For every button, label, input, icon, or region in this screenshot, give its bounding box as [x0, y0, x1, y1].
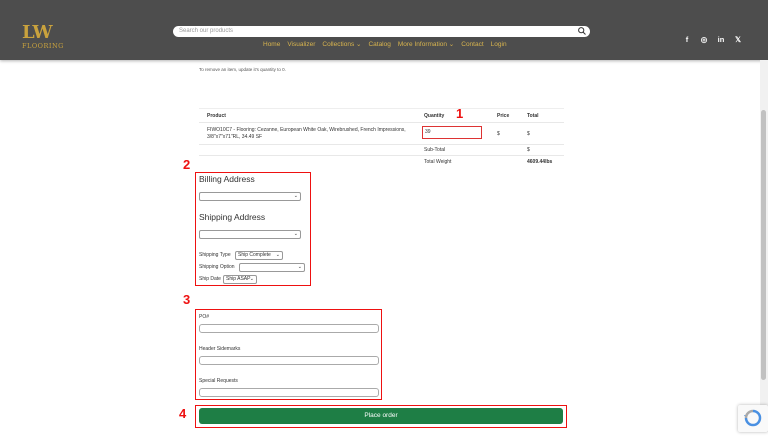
annotation-marker-3: 3 [183, 292, 191, 307]
nav-contact[interactable]: Contact [461, 41, 484, 48]
shipping-address-select[interactable] [199, 230, 301, 239]
chevron-down-icon: ⌄ [275, 252, 280, 258]
weight-value: 4609.44lbs [527, 159, 553, 165]
subtotal-value: $ [527, 147, 530, 153]
shipping-option-select[interactable] [239, 263, 305, 272]
search-input[interactable] [173, 26, 590, 37]
scrollbar-thumb[interactable] [761, 110, 766, 380]
search-placeholder: Search our products [179, 28, 234, 34]
chevron-down-icon: ⌄ [293, 231, 298, 237]
weight-label: Total Weight [424, 159, 452, 165]
chevron-down-icon: ⌄ [297, 264, 302, 270]
table-row [199, 122, 564, 144]
page-scrollbar[interactable] [760, 60, 768, 432]
weight-row [199, 155, 564, 167]
header-sidemarks-input[interactable] [199, 356, 379, 365]
item-price: $ [497, 131, 500, 137]
quantity-input-highlight [422, 126, 482, 139]
po-label: PO# [199, 314, 210, 320]
nav-home[interactable]: Home [263, 41, 281, 48]
billing-address-title: Billing Address [199, 174, 255, 184]
chevron-down-icon: ⌄ [293, 193, 298, 199]
header-total: Total [527, 113, 539, 119]
recaptcha-badge[interactable] [738, 405, 768, 432]
linkedin-icon[interactable]: in [717, 35, 725, 44]
billing-address-select[interactable] [199, 192, 301, 201]
nav-login[interactable]: Login [490, 41, 507, 48]
logo-mark: LW [22, 22, 52, 43]
po-input[interactable] [199, 324, 379, 333]
nav-collections[interactable]: Collections ⌄ [322, 41, 362, 48]
facebook-icon[interactable]: f [685, 35, 689, 44]
product-description: FIWO10C7 - Flooring: Cezanne, European White Oak, Wirebrushed, French Impressions, 3/8"x7"x71"RL, 34.49 SF [207, 127, 406, 140]
shipping-address-title: Shipping Address [199, 212, 266, 222]
ship-date-select[interactable]: Ship ASAP ⌄ [223, 275, 257, 284]
special-requests-input[interactable] [199, 388, 379, 397]
nav-visualizer[interactable]: Visualizer [287, 41, 316, 48]
search-icon[interactable] [577, 26, 587, 36]
nav-catalog[interactable]: Catalog [368, 41, 391, 48]
special-requests-label: Special Requests [199, 378, 238, 384]
logo-subtitle: FLOORING [22, 42, 64, 50]
x-twitter-icon[interactable]: 𝕏 [734, 35, 742, 44]
place-order-button[interactable]: Place order [199, 408, 563, 424]
annotation-marker-2: 2 [183, 157, 191, 172]
ship-date-label: Ship Date [199, 276, 221, 282]
main-nav [263, 40, 507, 49]
subtotal-row [199, 144, 564, 155]
social-links [683, 35, 742, 44]
shipping-option-label: Shipping Option [199, 264, 235, 270]
quantity-input[interactable]: 39 [425, 129, 431, 135]
recaptcha-icon [738, 405, 768, 432]
shipping-type-select[interactable]: Ship Complete ⌄ [235, 251, 283, 260]
header-quantity: Quantity [424, 113, 445, 119]
header-price: Price [497, 113, 510, 119]
instagram-icon[interactable]: ◎ [700, 35, 708, 44]
shipping-type-label: Shipping Type [199, 252, 231, 258]
order-details-highlight [195, 309, 382, 400]
nav-more-information[interactable]: More Information ⌄ [397, 41, 455, 48]
site-header [0, 0, 768, 60]
annotation-marker-1: 1 [456, 106, 464, 121]
header-product: Product [207, 113, 226, 119]
item-total: $ [527, 131, 530, 137]
header-sidemarks-label: Header Sidemarks [199, 346, 241, 352]
annotation-marker-4: 4 [179, 406, 187, 421]
logo[interactable] [22, 24, 62, 52]
subtotal-label: Sub-Total [424, 147, 446, 153]
cart-note: To remove an item, update it's quantity to 0. [199, 67, 286, 72]
table-header-row [199, 108, 564, 122]
chevron-down-icon: ⌄ [249, 276, 254, 282]
